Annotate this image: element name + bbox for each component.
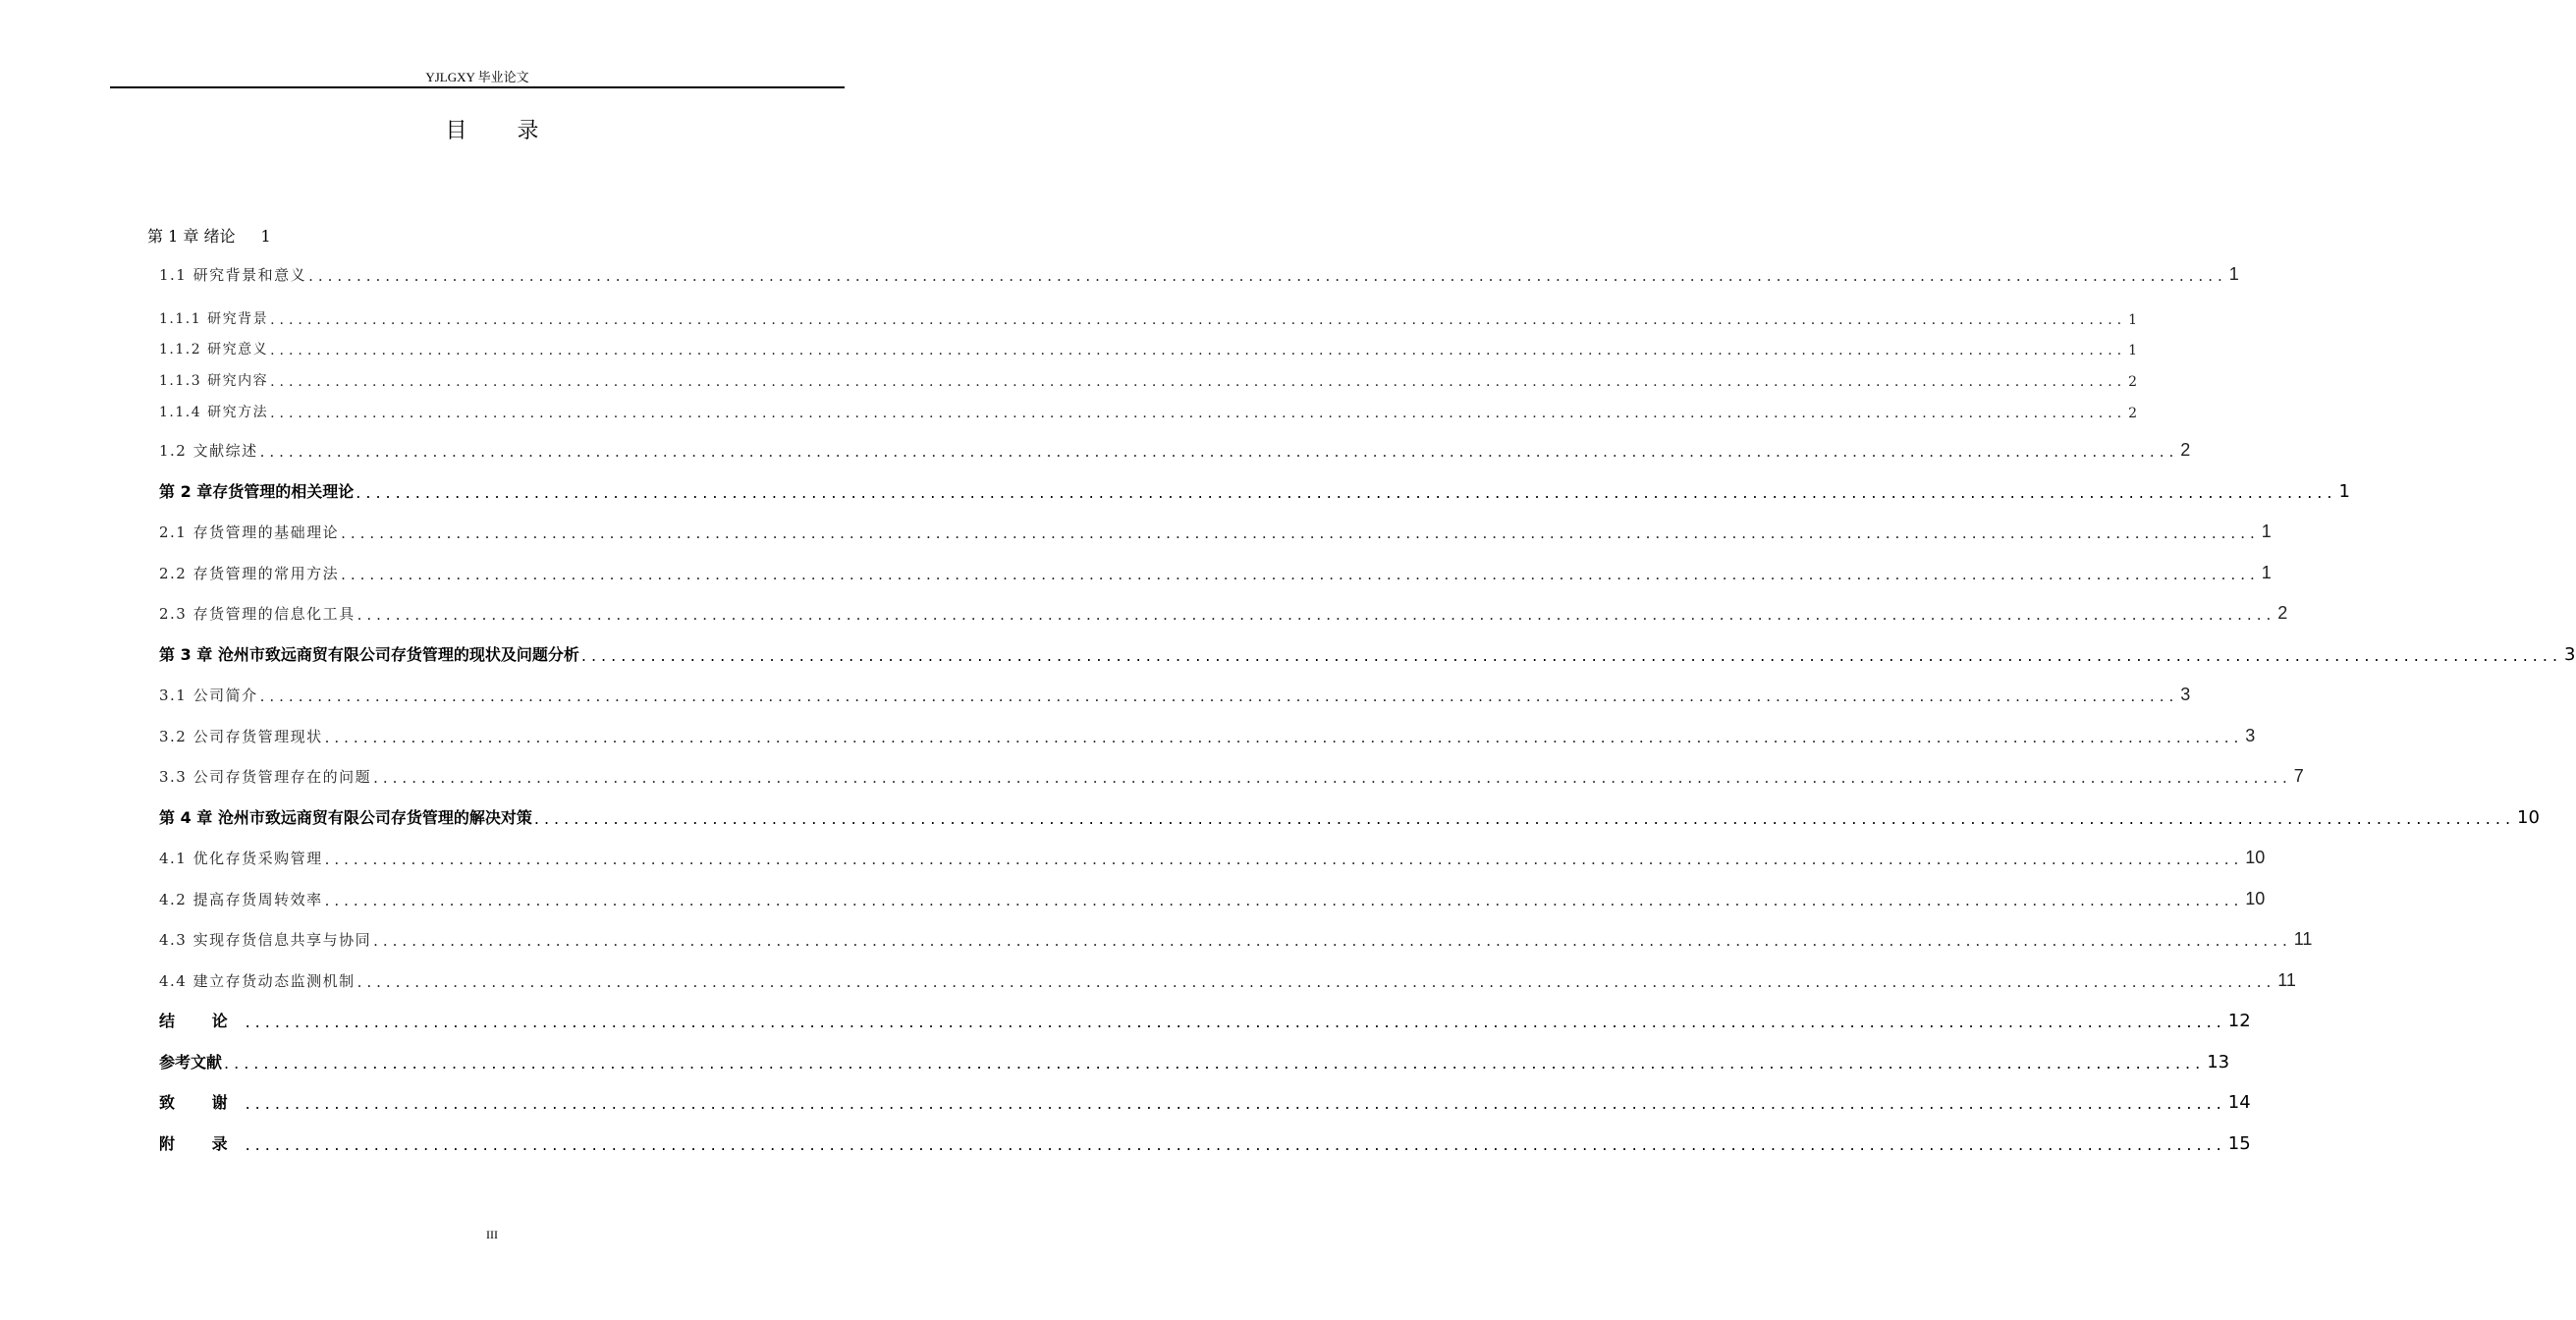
toc-dot-leader: ........................................................................................................................................................................................................ (356, 483, 2337, 502)
toc-dot-leader: ........................................................................................................................................................................................................ (259, 443, 2179, 461)
toc-entry-label: 4.4 建立存货动态监测机制 (159, 972, 356, 990)
toc-entry[interactable] (159, 847, 2266, 868)
toc-entry[interactable] (159, 521, 2272, 542)
toc-dot-leader: ........................................................................................................................................................................................................ (245, 1013, 2226, 1031)
toc-entry-page: 1 (2338, 481, 2350, 502)
toc-entry[interactable] (159, 400, 2138, 421)
toc-entry-page: 1 (2128, 343, 2138, 358)
toc-entry-label: 4.3 实现存货信息共享与协同 (159, 931, 372, 949)
toc-entry-label: 第 2 章存货管理的相关理论 (159, 482, 355, 501)
page-number: III (486, 1228, 498, 1241)
page-header: YJLGXY 毕业论文 (425, 70, 529, 84)
toc-entry[interactable] (159, 969, 2296, 991)
toc-entry-page: 1 (2261, 522, 2272, 541)
toc-entry[interactable] (159, 1132, 2251, 1154)
toc-entry[interactable] (159, 1051, 2230, 1072)
toc-entry-label: 1.1.1 研究背景 (159, 311, 269, 327)
toc-entry-chapter-1[interactable] (147, 224, 271, 247)
toc-dot-leader: ........................................................................................................................................................................................................ (308, 267, 2227, 285)
toc-entry-label: 结 论 (159, 1012, 244, 1030)
toc-entry-label: 参考文献 (159, 1053, 223, 1072)
toc-dot-leader: ........................................................................................................................................................................................................ (324, 729, 2244, 746)
toc-entry-page: 1 (2228, 264, 2239, 284)
toc-entry-page: 14 (2227, 1092, 2251, 1113)
toc-entry-page: 3 (2180, 685, 2191, 704)
toc-dot-leader: ........................................................................................................................................................................................................ (356, 606, 2276, 624)
toc-entry[interactable] (159, 684, 2191, 705)
toc-entry[interactable] (159, 643, 2576, 665)
toc-entry-page: 12 (2227, 1011, 2251, 1031)
toc-entry-label: 4.1 优化存货采购管理 (159, 850, 323, 867)
toc-entry-label: 附 录 (159, 1134, 244, 1153)
toc-entry[interactable] (159, 263, 2239, 285)
toc-entry[interactable] (159, 888, 2266, 909)
toc-dot-leader: ........................................................................................................................................................................................................ (341, 566, 2260, 583)
toc-entry-label: 1.2 文献综述 (159, 442, 258, 460)
toc-entry[interactable] (159, 806, 2540, 828)
toc-entry-page: 11 (2277, 970, 2296, 990)
toc-entry[interactable] (159, 368, 2138, 390)
toc-dot-leader: ........................................................................................................................................................................................................ (245, 1094, 2226, 1113)
toc-entry[interactable] (159, 1010, 2251, 1031)
toc-dot-leader: ........................................................................................................................................................................................................ (373, 932, 2292, 950)
toc-entry-label: 3.1 公司简介 (159, 687, 258, 704)
toc-entry-label: 2.2 存货管理的常用方法 (159, 565, 340, 582)
toc-entry-label: 2.1 存货管理的基础理论 (159, 523, 340, 541)
toc-dot-leader: ........................................................................................................................................................................................................ (270, 312, 2127, 328)
toc-entry-page: 11 (2293, 929, 2313, 949)
toc-entry-page: 10 (2517, 807, 2540, 828)
toc-entry-label: 3.2 公司存货管理现状 (159, 728, 323, 745)
toc-entry-page: 10 (2245, 889, 2266, 908)
toc-entry-page: 2 (2180, 440, 2191, 460)
toc-dot-leader: ........................................................................................................................................................................................................ (373, 769, 2292, 787)
toc-entry-page: 2 (2277, 603, 2288, 623)
toc-entry-label: 第 3 章 沧州市致远商贸有限公司存货管理的现状及问题分析 (159, 645, 579, 664)
toc-dot-leader: ........................................................................................................................................................................................................ (324, 892, 2244, 909)
toc-dot-leader: ........................................................................................................................................................................................................ (245, 1135, 2226, 1154)
toc-entry-label: 致 谢 (159, 1093, 244, 1112)
toc-entry[interactable] (159, 602, 2288, 624)
toc-entry[interactable] (159, 337, 2138, 358)
toc-dot-leader: ........................................................................................................................................................................................................ (259, 688, 2179, 705)
toc-entry-label: 4.2 提高存货周转效率 (159, 891, 323, 908)
toc-dot-leader: ........................................................................................................................................................................................................ (533, 809, 2516, 828)
toc-entry-page: 2 (2128, 406, 2138, 421)
toc-entry-label: 1.1 研究背景和意义 (159, 266, 307, 284)
toc-entry[interactable] (159, 439, 2191, 461)
toc-entry-label: 第 1 章 绪论 (147, 227, 236, 246)
toc-entry-page: 2 (2128, 374, 2138, 390)
toc-entry-page: 1 (2261, 563, 2272, 582)
toc-entry-page: 10 (2245, 848, 2266, 867)
toc-dot-leader: ........................................................................................................................................................................................................ (324, 851, 2244, 868)
toc-entry-label: 1.1.4 研究方法 (159, 405, 269, 420)
toc-entry-page: 1 (260, 227, 271, 246)
toc-entry[interactable] (159, 480, 2350, 502)
toc-entry-label: 1.1.2 研究意义 (159, 342, 269, 358)
toc-entry[interactable] (159, 725, 2256, 746)
toc-entry-label: 1.1.3 研究内容 (159, 373, 269, 389)
toc-entry-page: 13 (2207, 1052, 2230, 1072)
toc-entry-page: 7 (2293, 766, 2304, 786)
toc-entry-page: 15 (2227, 1133, 2251, 1154)
toc-entry[interactable] (159, 1091, 2251, 1113)
toc-entry[interactable] (159, 306, 2138, 328)
toc-dot-leader: ........................................................................................................................................................................................................ (356, 973, 2276, 991)
toc-dot-leader: ........................................................................................................................................................................................................ (341, 524, 2260, 542)
toc-entry[interactable] (159, 562, 2272, 583)
toc-entry-page: 1 (2128, 312, 2138, 328)
header-rule (110, 86, 845, 88)
toc-dot-leader: ........................................................................................................................................................................................................ (580, 646, 2563, 665)
toc-title: 目 录 (445, 119, 561, 143)
toc-entry-page: 3 (2245, 726, 2256, 745)
toc-dot-leader: ........................................................................................................................................................................................................ (224, 1054, 2206, 1072)
toc-entry-label: 第 4 章 沧州市致远商贸有限公司存货管理的解决对策 (159, 808, 532, 827)
toc-entry-label: 2.3 存货管理的信息化工具 (159, 605, 356, 623)
toc-dot-leader: ........................................................................................................................................................................................................ (270, 374, 2127, 390)
toc-entry-label: 3.3 公司存货管理存在的问题 (159, 768, 372, 786)
toc-dot-leader: ........................................................................................................................................................................................................ (270, 343, 2127, 358)
toc-entry[interactable] (159, 765, 2304, 787)
toc-entry[interactable] (159, 928, 2313, 950)
toc-entry-page: 3 (2564, 644, 2576, 665)
toc-dot-leader: ........................................................................................................................................................................................................ (270, 406, 2127, 421)
